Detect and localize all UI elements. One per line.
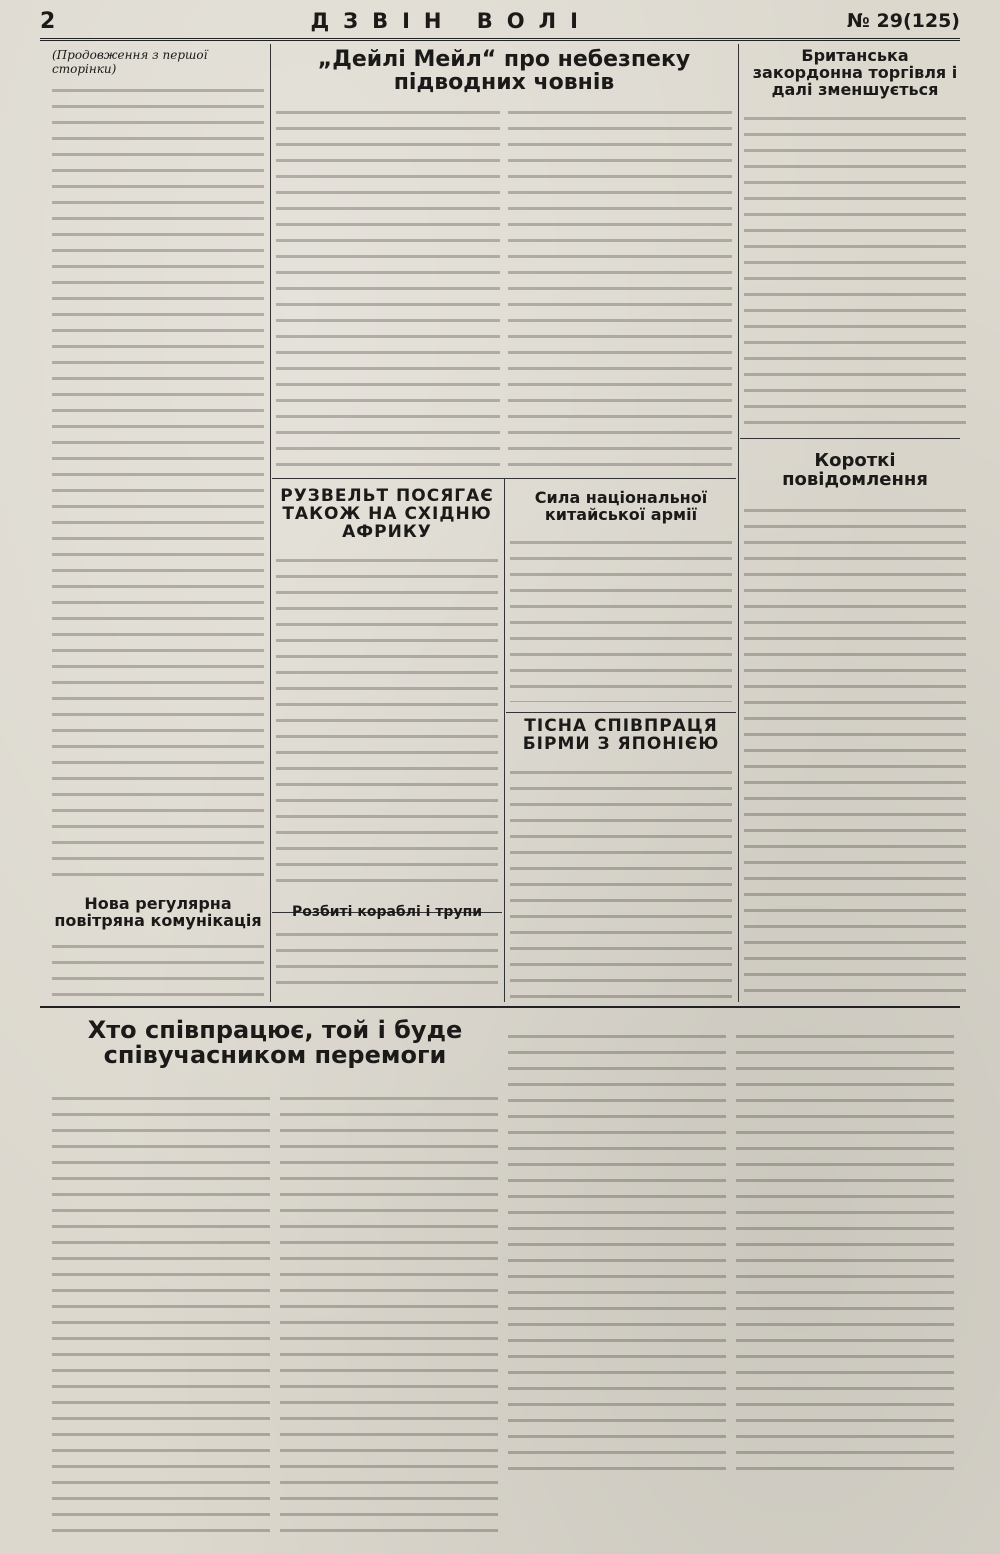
masthead bbox=[40, 4, 960, 41]
article-body bbox=[52, 1088, 270, 1544]
article-body-continued bbox=[508, 1026, 726, 1482]
article-body bbox=[276, 550, 498, 890]
section-title: Короткі повідомлення bbox=[782, 450, 928, 490]
article-title: Британська закордонна торгівля і далі зменшується bbox=[752, 46, 958, 99]
article-body-continued bbox=[508, 102, 732, 466]
section-rule bbox=[272, 478, 736, 479]
article-title: РУЗВЕЛЬТ ПОСЯГАЄ ТАКОЖ НА СХІДНЮ АФРИКУ bbox=[280, 486, 494, 542]
article-title: Нова регулярна повітряна комунікація bbox=[54, 894, 262, 930]
article-china bbox=[510, 484, 732, 708]
section-rule bbox=[506, 712, 736, 713]
column-rule bbox=[738, 44, 739, 1002]
continuation-note: (Продовження з першої сторінки) bbox=[52, 48, 208, 76]
article-title: Сила національної китайської армії bbox=[534, 488, 708, 524]
section-rule bbox=[740, 438, 960, 439]
article-body bbox=[510, 762, 732, 998]
column-rule bbox=[270, 44, 271, 1002]
column-rule bbox=[504, 478, 505, 1002]
news-items bbox=[744, 500, 966, 1000]
article-body-continued bbox=[736, 1026, 954, 1482]
article-body bbox=[510, 532, 732, 702]
article-burma bbox=[510, 716, 732, 1002]
article-subhead: Розбиті кораблі і трупи bbox=[291, 903, 483, 920]
article-daily-mail bbox=[276, 46, 732, 474]
page-number: 2 bbox=[40, 8, 56, 34]
short-news bbox=[744, 446, 966, 1002]
column-1 bbox=[52, 46, 264, 1002]
issue-number: № 29(125) bbox=[847, 10, 960, 32]
section-rule bbox=[40, 1006, 960, 1008]
newspaper-title: ДЗВІН ВОЛІ bbox=[310, 9, 592, 33]
article-body bbox=[52, 936, 264, 1002]
article-bottom-feature bbox=[52, 1018, 968, 1544]
article-roosevelt bbox=[276, 484, 498, 1002]
article-body-continued bbox=[280, 1088, 498, 1544]
article-body bbox=[52, 80, 264, 888]
article-title: Хто співпрацює, той і буде співучасником перемоги bbox=[87, 1018, 463, 1070]
article-title: ТІСНА СПІВПРАЦЯ БІРМИ З ЯПОНІЄЮ bbox=[522, 716, 720, 754]
article-body bbox=[744, 108, 966, 428]
article-body bbox=[276, 102, 500, 466]
article-body bbox=[276, 924, 498, 996]
article-britain bbox=[744, 46, 966, 434]
article-title: „Дейлі Мейл“ про небезпеку підводних човнів bbox=[317, 47, 691, 96]
